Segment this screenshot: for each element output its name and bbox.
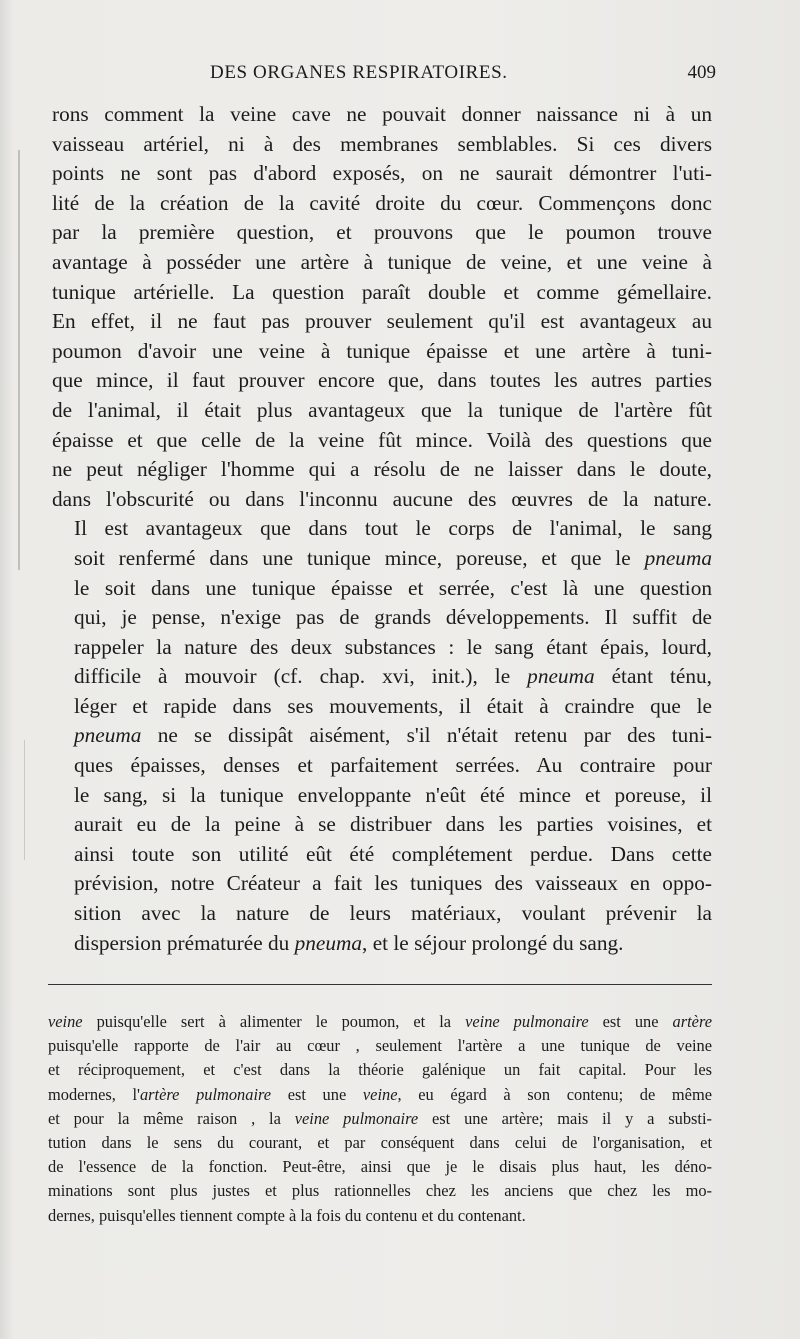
footnote-line <box>48 1083 712 1107</box>
italic-term: veine pulmonaire <box>294 1108 419 1128</box>
running-title: DES ORGANES RESPIRATOIRES. <box>210 62 508 83</box>
footnote-line: de l'essence de la fonction. Peut-être, ainsi que je le disais plus haut, les déno- <box>48 1157 712 1177</box>
text-segment: modernes, l' <box>48 1084 140 1104</box>
italic-term: pneuma <box>74 723 142 748</box>
italic-term: pneuma <box>644 545 712 570</box>
text-line: ne peut négliger l'homme qui a résolu de ne laisser dans le doute, <box>52 457 712 482</box>
italic-term: artère <box>672 1012 712 1031</box>
paragraph-2 <box>52 514 712 958</box>
footnote-line: tution dans le sens du courant, et par conséquent dans celui de l'organisation, et <box>48 1133 712 1153</box>
text-line <box>52 721 712 751</box>
text-line: le sang, si la tunique enveloppante n'eût été mince et poreuse, il <box>74 782 712 807</box>
text-line: lité de la création de la cavité droite du cœur. Commençons donc <box>52 190 712 215</box>
page-number: 409 <box>687 62 716 83</box>
text-line: points ne sont pas d'abord exposés, on ne saurait démontrer l'uti- <box>52 161 712 186</box>
text-line: En effet, il ne faut pas prouver seulement qu'il est avantageux au <box>52 309 712 334</box>
text-line <box>52 929 712 959</box>
text-segment: difficile à mouvoir (cf. chap. xvi, init.), le <box>74 664 511 689</box>
text-segment: ne se dissipât aisément, s'il n'était retenu par des tuni- <box>157 723 712 748</box>
text-line: le soit dans une tunique épaisse et serrée, c'est là une question <box>74 575 712 600</box>
italic-term: artère pulmonaire <box>139 1084 272 1104</box>
footnote-block <box>48 1010 712 1228</box>
text-line: rons comment la veine cave ne pouvait donner naissance ni à un <box>52 102 712 126</box>
page-header <box>50 62 716 92</box>
footnote-line: et réciproquement, et c'est dans la théorie galénique un fait capital. Pour les <box>48 1060 712 1080</box>
text-segment: dispersion prématurée du <box>74 930 290 955</box>
text-line: aurait eu de la peine à se distribuer dans les parties voisines, et <box>74 812 712 837</box>
text-line: avantage à posséder une artère à tunique de veine, et une veine à <box>52 249 712 274</box>
text-segment: est une artère; mais il y a substi- <box>432 1108 712 1128</box>
italic-term: pneuma <box>294 930 363 955</box>
text-segment: est une <box>602 1012 659 1031</box>
text-line: Il est avantageux que dans tout le corps de l'animal, le sang <box>74 516 712 541</box>
text-line <box>52 544 712 574</box>
text-line: poumon d'avoir une veine à tunique épaisse et une artère à tuni- <box>52 338 712 363</box>
text-line: ainsi toute son utilité eût été complétement perdue. Dans cette <box>74 841 712 866</box>
footnote-line: puisqu'elle rapporte de l'air au cœur , seulement l'artère a une tunique de veine <box>48 1036 712 1056</box>
main-text <box>52 100 712 958</box>
text-line: épaisse et que celle de la veine fût mince. Voilà des questions que <box>52 427 712 452</box>
text-line: qui, je pense, n'exige pas de grands développements. Il suffit de <box>74 605 712 630</box>
italic-term: veine <box>48 1012 83 1031</box>
text-segment: et pour la même raison , la <box>48 1108 281 1128</box>
footnote-line: minations sont plus justes et plus rationnelles chez les anciens que chez les mo- <box>48 1181 712 1201</box>
footnote-divider <box>48 984 712 985</box>
text-segment: soit renfermé dans une tunique mince, poreuse, et que le <box>74 545 631 570</box>
italic-term: pneuma <box>527 664 595 689</box>
paragraph-1 <box>52 100 712 514</box>
text-line: rappeler la nature des deux substances : le sang étant épais, lourd, <box>74 634 712 659</box>
italic-term: veine <box>362 1084 398 1104</box>
text-line: tunique artérielle. La question paraît double et comme gémellaire. <box>52 279 712 304</box>
text-line <box>52 662 712 692</box>
scan-edge-mark <box>24 740 25 860</box>
text-segment: , eu égard à son contenu; de même <box>397 1084 712 1104</box>
footnote-line <box>48 1107 712 1131</box>
text-line: par la première question, et prouvons que le poumon trouve <box>52 220 712 245</box>
text-line: léger et rapide dans ses mouvements, il était à craindre que le <box>74 693 712 718</box>
italic-term: veine pulmonaire <box>465 1012 589 1031</box>
text-line: que mince, il faut prouver encore que, dans toutes les autres parties <box>52 368 712 393</box>
text-segment: , et le séjour prolongé du sang. <box>362 930 624 955</box>
text-line: prévision, notre Créateur a fait les tuniques des vaisseaux en oppo- <box>74 871 712 896</box>
scan-edge-mark <box>18 150 20 570</box>
text-line: vaisseau artériel, ni à des membranes semblables. Si ces divers <box>52 131 712 156</box>
text-line: de l'animal, il était plus avantageux que la tunique de l'artère fût <box>52 397 712 422</box>
footnote-line: dernes, puisqu'elles tiennent compte à la fois du contenu et du contenant. <box>48 1205 526 1225</box>
text-line: ques épaisses, denses et parfaitement serrées. Au contraire pour <box>74 753 712 778</box>
text-segment: étant ténu, <box>611 664 712 689</box>
footnote-line <box>48 1010 712 1034</box>
text-line: dans l'obscurité ou dans l'inconnu aucune des œuvres de la nature. <box>52 486 712 511</box>
text-segment: est une <box>287 1084 347 1104</box>
text-line: sition avec la nature de leurs matériaux, voulant prévenir la <box>74 901 712 926</box>
text-segment: puisqu'elle sert à alimenter le poumon, et la <box>96 1012 452 1031</box>
